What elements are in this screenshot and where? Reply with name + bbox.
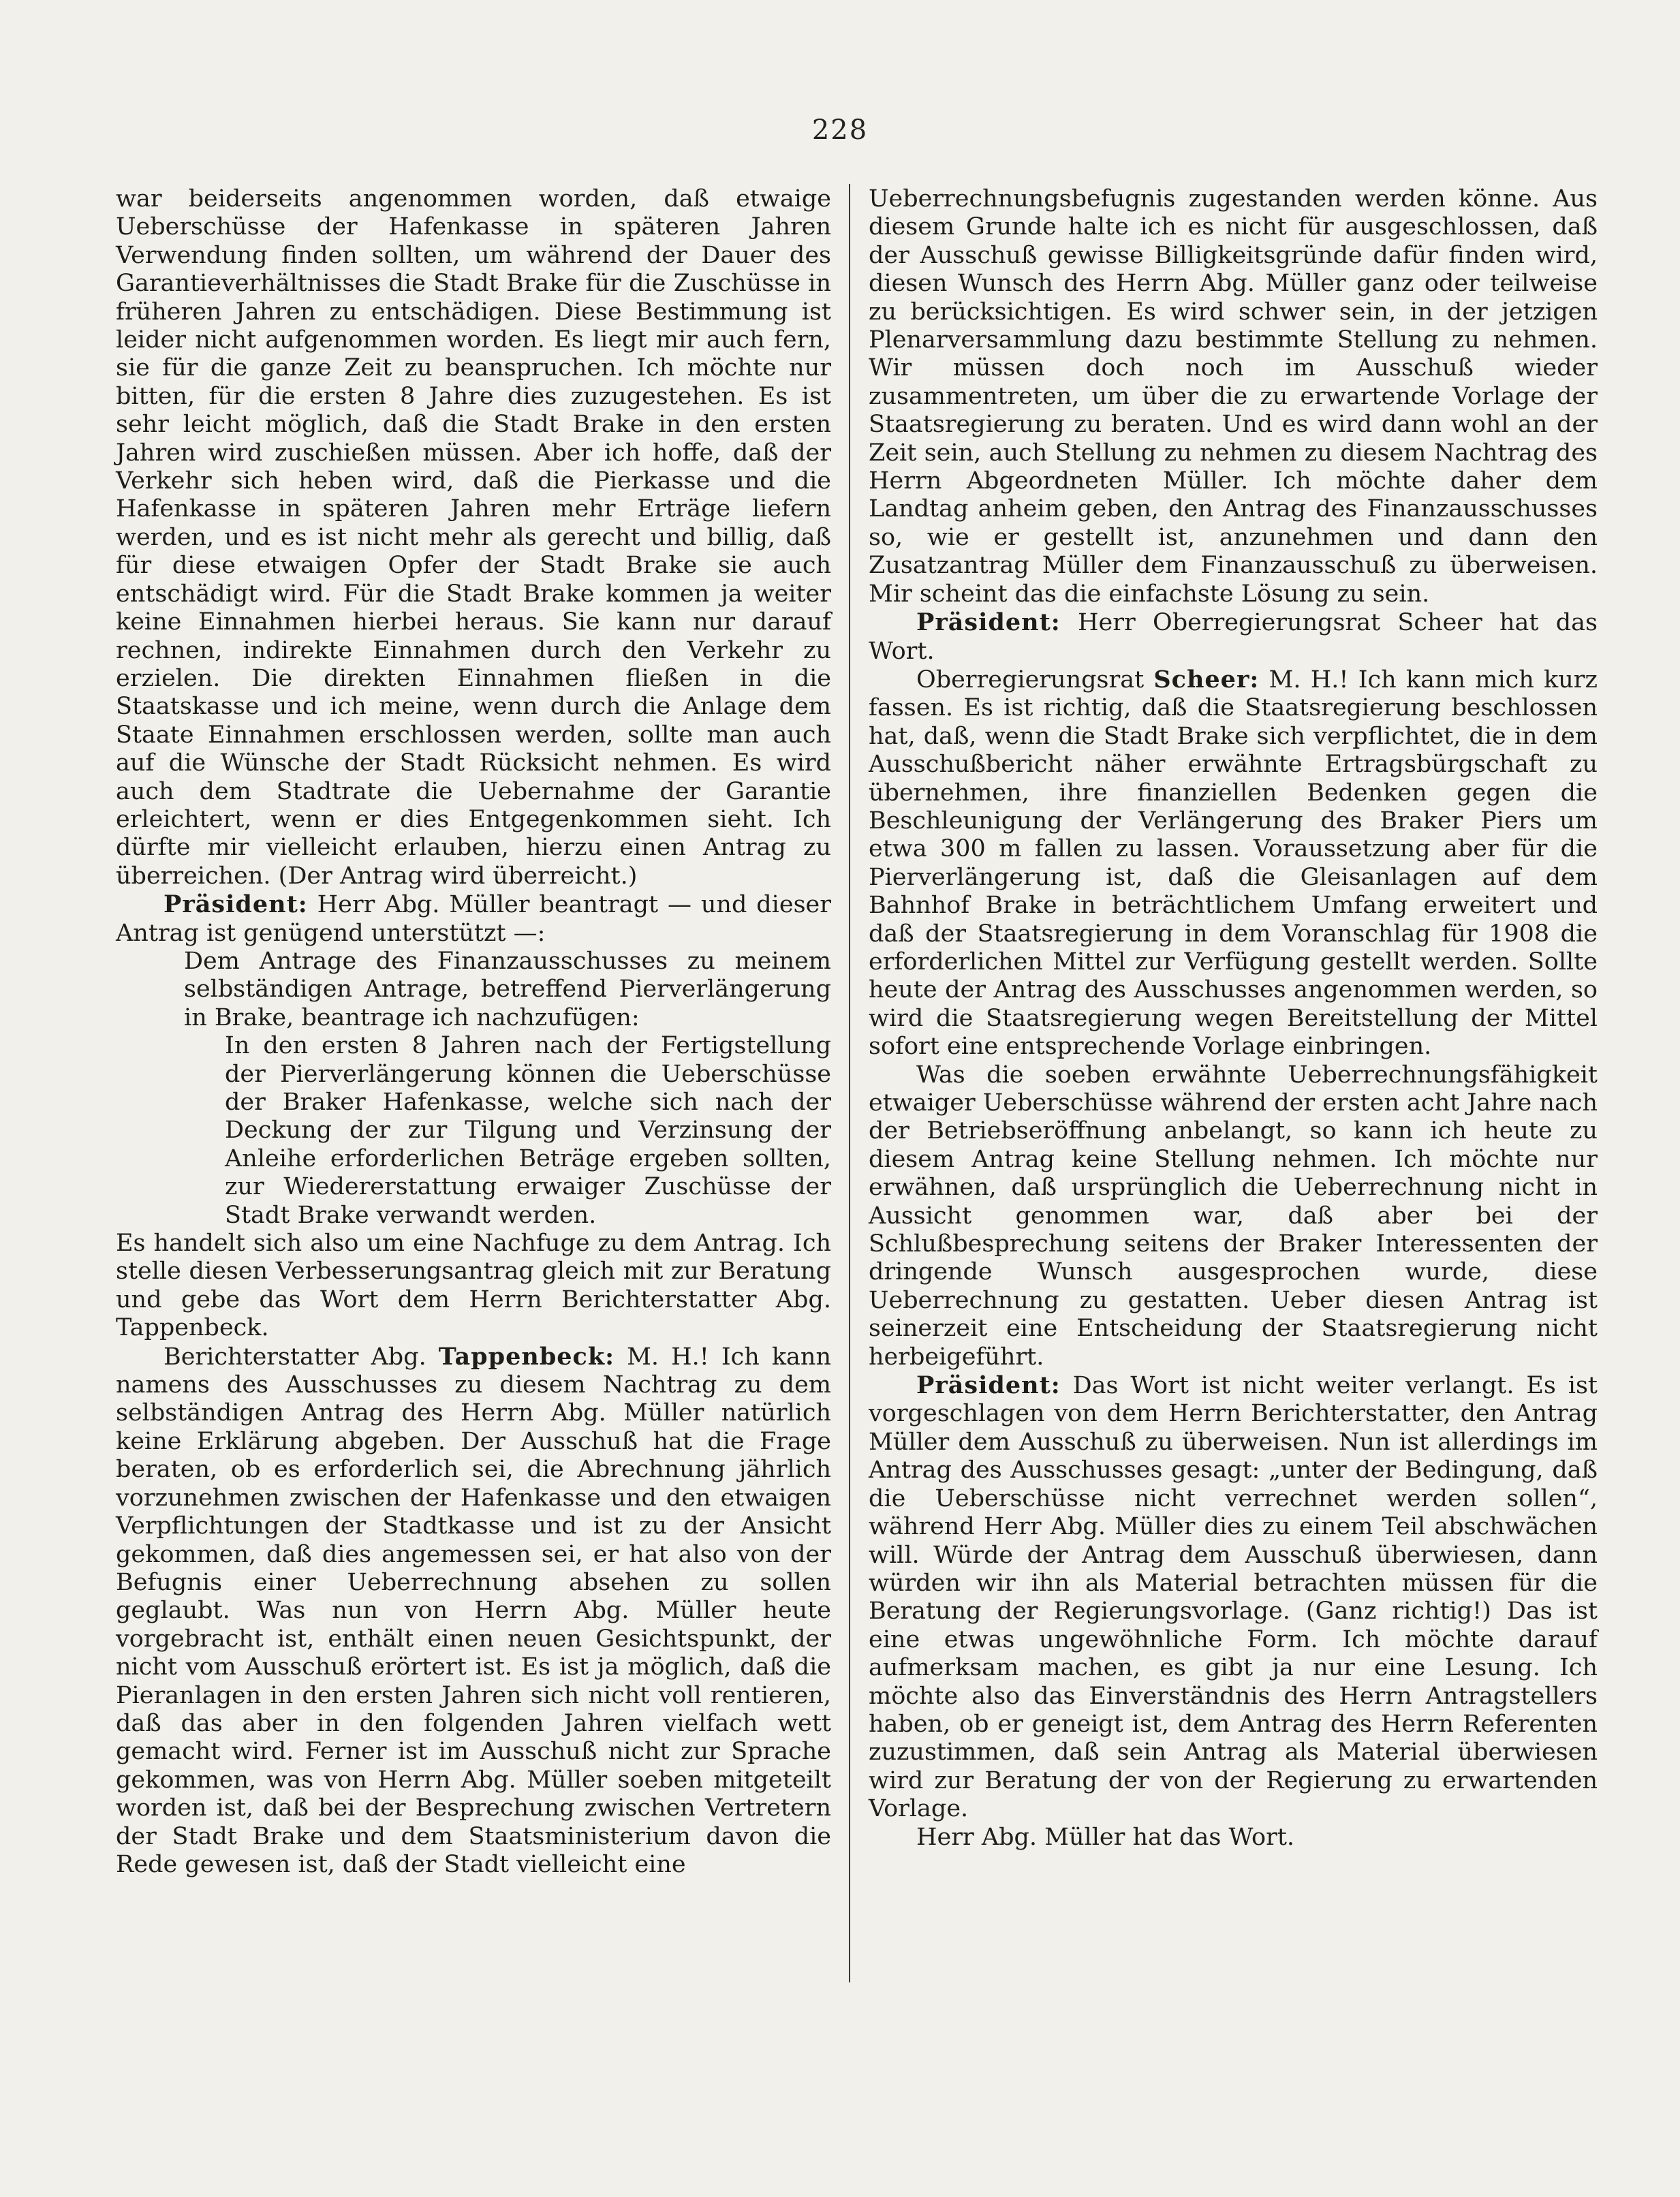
speaker-prefix: Berichterstatter Abg. xyxy=(164,1343,426,1371)
speech-text: M. H.! Ich kann namens des Ausschusses zu diesem Nachtrag zu dem selbständigen Antrag des Herrn Abg. Müller natürlich keine Erklärung abgeben. Der Ausschuß hat die Frage beraten, ob es erforderlich sei, die Abrechnung jährlich vorzunehmen zwischen der Hafenkasse und den etwaigen Verpflichtungen der Stadtkasse und ist zu der Ansicht gekommen, daß dies angemessen sei, er hat also von der Befugnis einer Ueberrechnung absehen zu sollen geglaubt. Was nun von Herrn Abg. Müller heute vorgebracht ist, enthält einen neuen Gesichtspunkt, der nicht vom Ausschuß erörtert ist. Es ist ja möglich, daß die Pieranlagen in den ersten Jahren sich nicht voll rentieren, daß das aber in den folgenden Jahren vielfach wett gemacht wird. Ferner ist im Ausschuß nicht zur Sprache gekommen, was von Herrn Abg. Müller soeben mitgeteilt worden ist, daß bei der Besprechung zwischen Vertretern der Stadt Brake und dem Staatsministerium davon die Rede gewesen ist, daß der Stadt vielleicht eine xyxy=(116,1343,831,1878)
motion-quote-intro: Dem Antrage des Finanzausschusses zu meinem selbständigen Antrage, betreffend Pierverlängerung in Brake, beantrage ich nachzufügen: xyxy=(184,947,831,1031)
left-paragraph-3: Es handelt sich also um eine Nachfuge zu dem Antrag. Ich stelle diesen Verbesserungsantrag gleich mit zur Beratung und gebe das Wort dem Herrn Berichterstatter Abg. Tappenbeck. xyxy=(116,1230,831,1342)
speaker-prefix: Oberregierungsrat xyxy=(916,666,1145,694)
speaker-label: Tappenbeck: xyxy=(438,1342,615,1371)
right-paragraph-5 xyxy=(869,1371,1598,1824)
left-paragraph-1: war beiderseits angenommen worden, daß etwaige Ueberschüsse der Hafenkasse in späteren Jahren Verwendung finden sollten, um während der Dauer des Garantieverhältnisses die Stadt Brake für die Zuschüsse in früheren Jahren zu entschädigen. Diese Bestimmung ist leider nicht aufgenommen worden. Es liegt mir auch fern, sie für die ganze Zeit zu beanspruchen. Ich möchte nur bitten, für die ersten 8 Jahre dies zuzugestehen. Es ist sehr leicht möglich, daß die Stadt Brake in den ersten Jahren wird zuschießen müssen. Aber ich hoffe, daß der Verkehr sich heben wird, daß die Pierkasse und die Hafenkasse in späteren Jahren mehr Erträge liefern werden, und es ist nicht mehr als gerecht und billig, daß für diese etwaigen Opfer der Stadt Brake sie auch entschädigt wird. Für die Stadt Brake kommen ja weiter keine Einnahmen hierbei heraus. Sie kann nur darauf rechnen, indirekte Einnahmen durch den Verkehr zu erzielen. Die direkten Einnahmen fließen in die Staatskasse und ich meine, wenn durch die Anlage dem Staate Einnahmen erschlossen werden, sollte man auch auf die Wünsche der Stadt Rücksicht nehmen. Es wird auch dem Stadtrate die Uebernahme der Garantie erleichtert, wenn er dies Entgegenkommen sieht. Ich dürfte mir vielleicht erlauben, hierzu einen Antrag zu überreichen. (Der Antrag wird überreicht.) xyxy=(116,185,831,890)
speech-text: M. H.! Ich kann mich kurz fassen. Es ist richtig, daß die Staatsregierung beschlossen hat, daß, wenn die Stadt Brake sich verpflichtet, die in dem Ausschußbericht näher erwähnte Ertragsbürgschaft zu übernehmen, ihre finanziellen Bedenken gegen die Beschleunigung der Verlängerung des Braker Piers um etwa 300 m fallen zu lassen. Voraussetzung aber für die Pierverlängerung ist, daß die Gleisanlagen auf dem Bahnhof Brake in beträchtlichem Umfang erweitert und daß der Staatsregierung in dem Voranschlag für 1908 die erforderlichen Mittel zur Verfügung gestellt werden. Sollte heute der Antrag des Ausschusses angenommen werden, so wird die Staatsregierung wegen Bereitstellung der Mittel sofort eine entsprechende Vorlage einbringen. xyxy=(869,666,1598,1061)
column-divider xyxy=(849,184,850,1982)
motion-quote-body: In den ersten 8 Jahren nach der Fertigstellung der Pierverlängerung können die Ueberschüsse der Braker Hafenkasse, welche sich nach der Deckung der zur Tilgung und Verzinsung der Anleihe erforderlichen Beträge ergeben sollten, zur Wiedererstattung erwaiger Zuschüsse der Stadt Brake verwandt werden. xyxy=(225,1032,831,1229)
speaker-label: Präsident: xyxy=(164,890,308,919)
speech-text: Herr Oberregierungsrat Scheer hat das Wort. xyxy=(869,609,1598,665)
right-paragraph-3 xyxy=(869,666,1598,1061)
right-paragraph-2 xyxy=(869,608,1598,666)
speaker-label: Präsident: xyxy=(916,1371,1061,1400)
speaker-label: Präsident: xyxy=(916,608,1061,637)
left-paragraph-4 xyxy=(116,1343,831,1880)
speech-text: Das Wort ist nicht weiter verlangt. Es ist vorgeschlagen von dem Herrn Berichterstatter, den Antrag Müller dem Ausschuß zu überweisen. Nun ist allerdings im Antrag des Ausschusses gesagt: „unter der Bedingung, daß die Ueberschüsse nicht verrechnet werden sollen“, während Herr Abg. Müller dies zu einem Teil abschwächen will. Würde der Antrag dem Ausschuß überwiesen, dann würden wir ihn als Material betrachten müssen für die Beratung der Regierungsvorlage. (Ganz richtig!) Das ist eine etwas ungewöhnliche Form. Ich möchte darauf aufmerksam machen, es gibt ja nur eine Lesung. Ich möchte also das Einverständnis des Herrn Antragstellers haben, ob er geneigt ist, dem Antrag des Herrn Referenten zuzustimmen, daß sein Antrag als Material überwiesen wird zur Beratung der von der Regierung zu erwartenden Vorlage. xyxy=(869,1372,1598,1823)
speaker-label: Scheer: xyxy=(1153,665,1260,694)
right-paragraph-4: Was die soeben erwähnte Ueberrechnungsfähigkeit etwaiger Ueberschüsse während der ersten acht Jahre nach der Betriebseröffnung anbelangt, so kann ich heute zu diesem Antrag keine Stellung nehmen. Ich möchte nur erwähnen, daß ursprünglich die Ueberrechnung nicht in Aussicht genommen war, daß aber bei der Schlußbesprechung seitens der Braker Interessenten der dringende Wunsch ausgesprochen wurde, diese Ueberrechnung zu gestatten. Ueber diesen Antrag ist seinerzeit eine Entscheidung der Staatsregierung nicht herbeigeführt. xyxy=(869,1061,1598,1371)
page-number: 228 xyxy=(811,114,869,146)
left-paragraph-2 xyxy=(116,890,831,948)
speech-text: Herr Abg. Müller beantragt — und dieser Antrag ist genügend unterstützt —: xyxy=(116,891,831,947)
right-paragraph-6: Herr Abg. Müller hat das Wort. xyxy=(916,1823,1295,1851)
right-column xyxy=(869,185,1598,1852)
right-paragraph-1: Ueberrechnungsbefugnis zugestanden werden könne. Aus diesem Grunde halte ich es nicht für ausgeschlossen, daß der Ausschuß gewisse Billigkeitsgründe dafür finden wird, diesen Wunsch des Herrn Abg. Müller ganz oder teilweise zu berücksichtigen. Es wird schwer sein, in der jetzigen Plenarversammlung dazu bestimmte Stellung zu nehmen. Wir müssen doch noch im Ausschuß wieder zusammentreten, um über die zu erwartende Vorlage der Staatsregierung zu beraten. Und es wird dann wohl an der Zeit sein, auch Stellung zu nehmen zu diesem Nachtrag des Herrn Abgeordneten Müller. Ich möchte daher dem Landtag anheim geben, den Antrag des Finanzausschusses so, wie er gestellt ist, anzunehmen und dann den Zusatzantrag Müller dem Finanzausschuß zu überweisen. Mir scheint das die einfachste Lösung zu sein. xyxy=(869,185,1598,608)
left-column xyxy=(116,185,831,1879)
